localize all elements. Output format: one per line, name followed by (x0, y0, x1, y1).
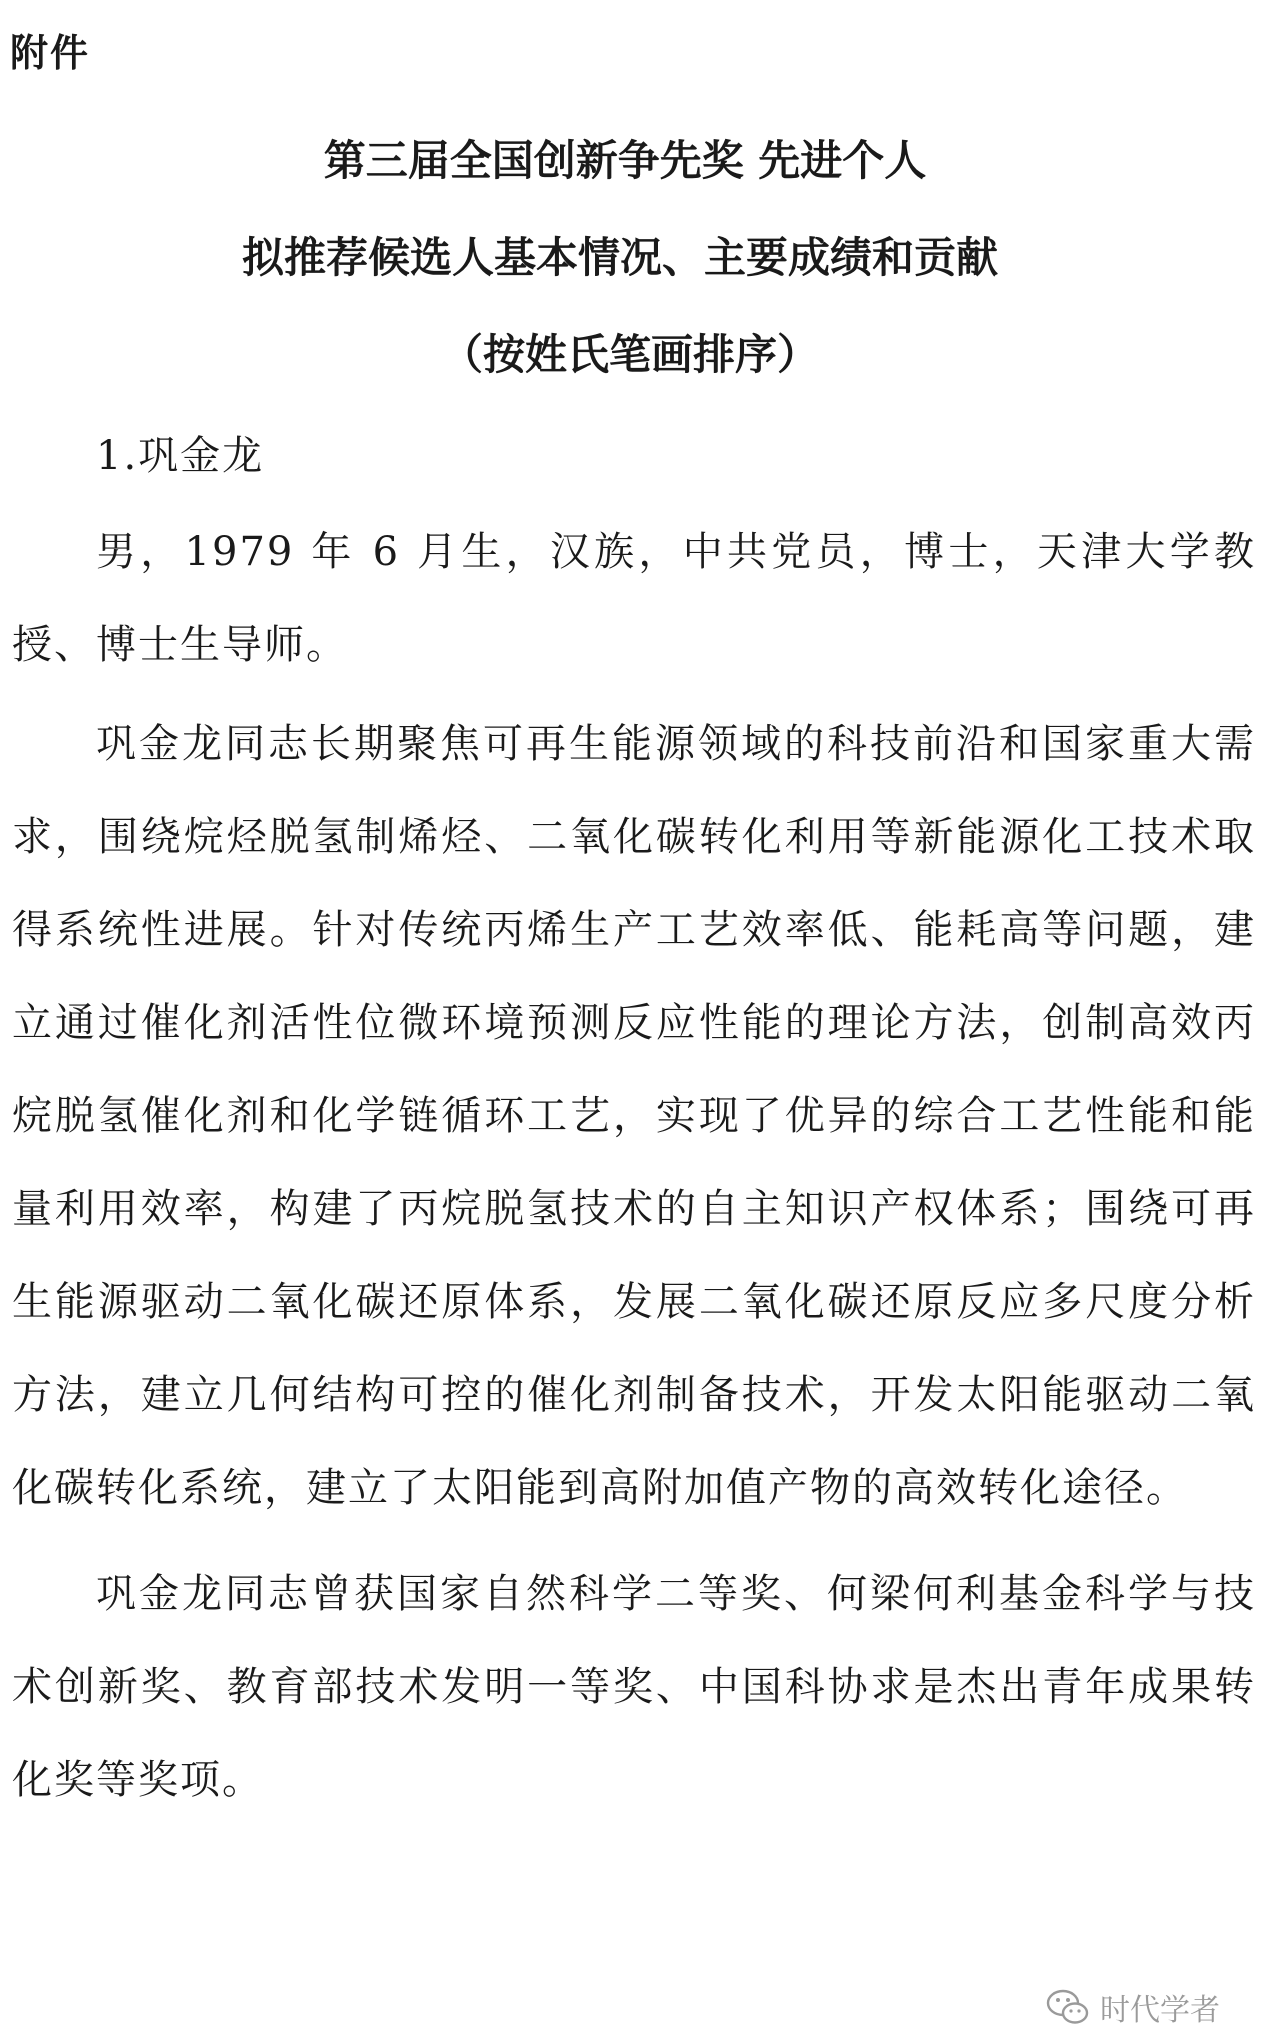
document-title-line-3: （按姓氏笔画排序） (440, 330, 819, 379)
candidate-intro-paragraph: 男，1979 年 6 月生，汉族，中共党员，博士，天津大学教授、博士生导师。 (12, 529, 1256, 668)
candidate-work-paragraph: 巩金龙同志长期聚焦可再生能源领域的科技前沿和国家重大需求，围绕烷烃脱氢制烯烃、二氧化碳转化利用等新能源化工技术取得系统性进展。针对传统丙烯生产工艺效率低、能耗高等问题，建立通过催化剂活性位微环境预测反应性能的理论方法，创制高效丙烷脱氢催化剂和化学链循环工艺，实现了优异的综合工艺性能和能量利用效率，构建了丙烷脱氢技术的自主知识产权体系；围绕可再生能源驱动二氧化碳还原体系，发展二氧化碳还原反应多尺度分析方法，建立几何结构可控的催化剂制备技术，开发太阳能驱动二氧化碳转化系统，建立了太阳能到高附加值产物的高效转化途径。 (12, 721, 1256, 1511)
document-title-line-1: 第三届全国创新争先奖 先进个人 (323, 136, 927, 185)
watermark (1046, 1985, 1220, 2029)
candidate-awards-paragraph: 巩金龙同志曾获国家自然科学二等奖、何梁何利基金科学与技术创新奖、教育部技术发明一等奖、中国科协求是杰出青年成果转化奖等奖项。 (12, 1571, 1256, 1803)
attachment-label: 附件 (10, 31, 91, 75)
watermark-text: 时代学者 (1100, 1993, 1220, 2028)
document-title-line-2: 拟推荐候选人基本情况、主要成绩和贡献 (241, 233, 998, 282)
wechat-icon (1046, 1988, 1090, 2026)
candidate-heading: 1.巩金龙 (96, 433, 265, 479)
